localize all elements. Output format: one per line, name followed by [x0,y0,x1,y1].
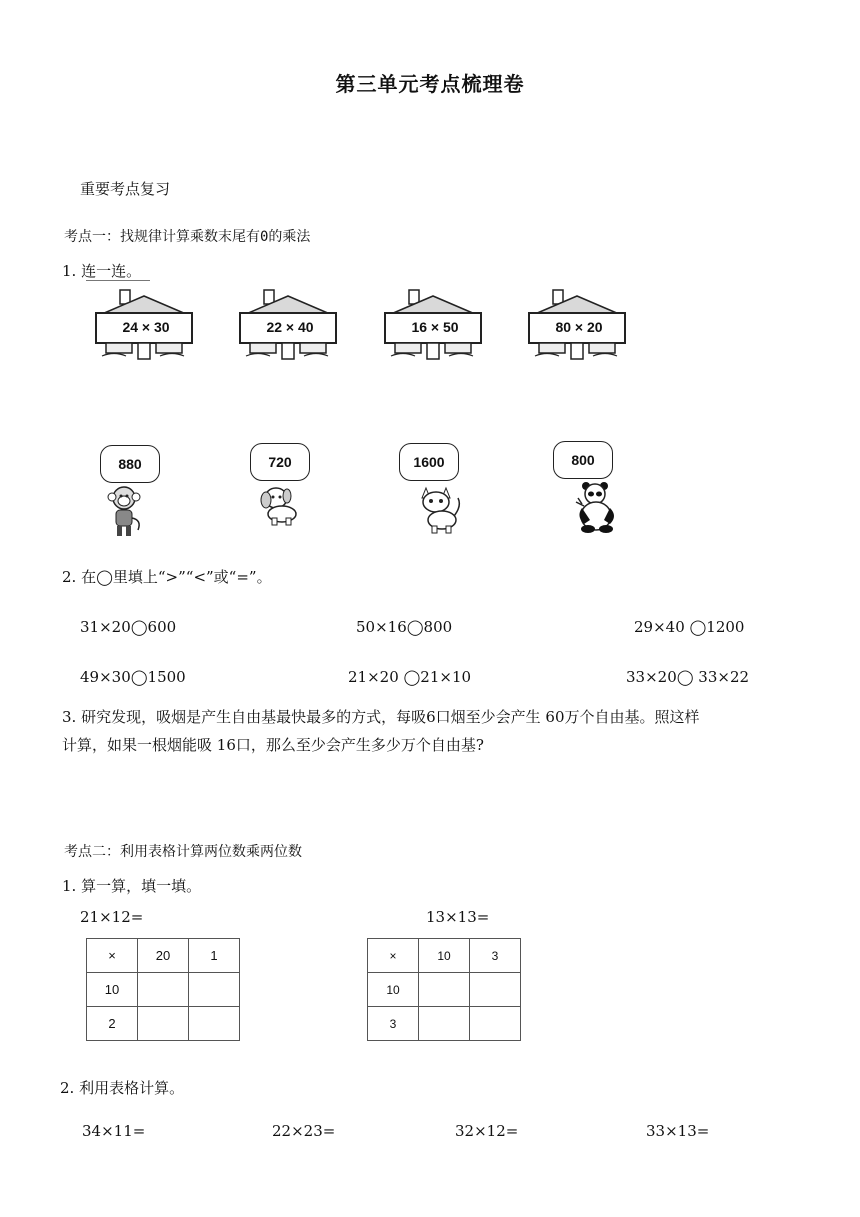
kd2-q1-label: 1. 算一算，填一填。 [62,877,202,895]
multiplication-table [86,938,240,1041]
table1-expression: 21×12= [80,908,144,926]
house-expression: 24 × 30 [122,319,170,335]
house-card[interactable] [94,288,194,364]
comparison-item[interactable]: 29×40 ◯1200 [634,618,745,636]
q3-line1: 3. 研究发现，吸烟是产生自由基最快最多的方式，每吸6口烟至少会产生 60万个自由基。照这样 [62,708,700,726]
page-title: 第三单元考点梳理卷 [335,72,525,96]
table-row-header: 3 [368,1007,419,1041]
comparison-item[interactable]: 31×20◯600 [80,618,177,636]
comparison-item[interactable]: 50×16◯800 [356,618,453,636]
table-header-cell: 3 [470,939,521,973]
table-row-header: 10 [87,973,138,1007]
answer-bubble[interactable]: 1600 [399,443,459,481]
answer-cell[interactable] [419,1007,470,1041]
practice-expression[interactable]: 22×23= [272,1122,336,1140]
kd1-q1-label [62,260,141,281]
puppy-icon[interactable] [258,484,302,526]
answer-bubble[interactable]: 800 [553,441,613,479]
cat-icon[interactable] [416,482,464,534]
practice-expression[interactable]: 32×12= [455,1122,519,1140]
kd2-q2-label: 2. 利用表格计算。 [60,1079,185,1097]
answer-cell[interactable] [470,1007,521,1041]
table-header-cell: × [87,939,138,973]
q1-label-text: 1. 连一连。 [62,262,142,280]
practice-expression[interactable]: 34×11= [82,1122,146,1140]
house-expression: 16 × 50 [411,319,459,335]
house-expression: 22 × 40 [266,319,314,335]
q1-underline [86,280,150,281]
house-card[interactable] [383,288,483,364]
table-header-cell: 1 [189,939,240,973]
table-header-cell: × [368,939,419,973]
answer-cell[interactable] [419,973,470,1007]
answer-cell[interactable] [470,973,521,1007]
table-header-cell: 10 [419,939,470,973]
section-heading: 重要考点复习 [80,180,171,198]
answer-cell[interactable] [138,973,189,1007]
comparison-item[interactable]: 33×20◯ 33×22 [626,668,750,686]
multiplication-table [367,938,521,1041]
comparison-item[interactable]: 21×20 ◯21×10 [348,668,472,686]
table-row-header: 10 [368,973,419,1007]
q3-line2: 计算，如果一根烟能吸 16口，那么至少会产生多少万个自由基? [62,736,484,754]
practice-expression[interactable]: 33×13= [646,1122,710,1140]
answer-cell[interactable] [138,1007,189,1041]
kd1-heading: 考点一：找规律计算乘数末尾有0的乘法 [64,229,311,245]
answer-bubble[interactable]: 880 [100,445,160,483]
answer-cell[interactable] [189,973,240,1007]
comparison-item[interactable]: 49×30◯1500 [80,668,186,686]
panda-icon[interactable] [574,480,620,534]
house-card[interactable] [527,288,627,364]
answer-bubble[interactable]: 720 [250,443,310,481]
answer-cell[interactable] [189,1007,240,1041]
house-card[interactable] [238,288,338,364]
house-expression: 80 × 20 [555,319,603,335]
table2-expression: 13×13= [426,908,490,926]
kd1-q2-label: 2. 在◯里填上“>”“<”或“=”。 [62,568,272,586]
kd2-heading: 考点二：利用表格计算两位数乘两位数 [64,844,302,860]
table-header-cell: 20 [138,939,189,973]
monkey-icon[interactable] [104,484,144,538]
table-row-header: 2 [87,1007,138,1041]
kd1-q3-text [62,703,812,759]
